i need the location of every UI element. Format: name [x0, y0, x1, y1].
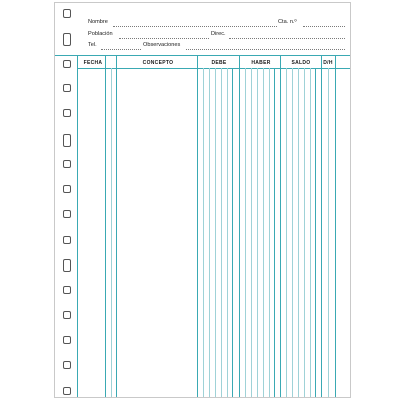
column-header-dh: D/H [323, 60, 333, 66]
binder-hole [63, 361, 71, 369]
direc-line [229, 38, 345, 39]
cents-divider [315, 68, 316, 397]
cta-line [303, 26, 345, 27]
direc-label: Direc. [211, 31, 226, 37]
binder-hole [63, 185, 71, 193]
poblacion-line [119, 38, 209, 39]
binder-hole [63, 134, 71, 147]
digit-guide [227, 68, 228, 397]
column-divider [335, 55, 336, 397]
digit-guide [257, 68, 258, 397]
binder-hole [63, 210, 71, 218]
binder-hole [63, 9, 71, 18]
column-header-fecha: FECHA [83, 60, 103, 66]
digit-guide [310, 68, 311, 397]
digit-guide [215, 68, 216, 397]
binder-hole [63, 33, 71, 46]
digit-guide [304, 68, 305, 397]
binder-hole [63, 60, 71, 68]
column-divider [197, 55, 198, 397]
digit-guide [263, 68, 264, 397]
cents-divider [232, 68, 233, 397]
digit-guide [203, 68, 204, 397]
digit-guide [245, 68, 246, 397]
nombre-label: Nombre [88, 19, 108, 25]
cents-divider [274, 68, 275, 397]
column-divider [321, 55, 322, 397]
column-header-saldo: SALDO [291, 60, 311, 66]
digit-guide [209, 68, 210, 397]
column-divider [116, 55, 117, 397]
observaciones-line [186, 49, 345, 50]
binder-hole [63, 109, 71, 117]
digit-guide [298, 68, 299, 397]
column-divider [280, 55, 281, 397]
ledger-sheet [54, 2, 351, 398]
binder-hole [63, 286, 71, 294]
poblacion-label: Población [88, 31, 113, 37]
digit-guide [221, 68, 222, 397]
digit-guide [328, 68, 329, 397]
column-header-haber: HABER [251, 60, 271, 66]
observaciones-label: Observaciones [143, 42, 181, 48]
digit-guide [269, 68, 270, 397]
digit-guide [251, 68, 252, 397]
column-divider [239, 55, 240, 397]
cta-label: Cta. n.º [278, 19, 297, 25]
column-header-debe: DEBE [211, 60, 227, 66]
tel-label: Tel. [88, 42, 97, 48]
digit-guide [292, 68, 293, 397]
binder-hole [63, 387, 71, 395]
column-divider [105, 55, 106, 397]
binder-hole [63, 336, 71, 344]
digit-guide [286, 68, 287, 397]
column-divider [77, 55, 78, 397]
column-header-concepto: CONCEPTO [142, 60, 174, 66]
column-divider [111, 68, 112, 397]
table-top-rule [55, 55, 350, 56]
binder-hole [63, 259, 71, 272]
nombre-line [113, 26, 277, 27]
tel-line [101, 49, 141, 50]
binder-hole [63, 311, 71, 319]
binder-hole [63, 84, 71, 92]
binder-hole [63, 160, 71, 168]
binder-hole [63, 236, 71, 244]
